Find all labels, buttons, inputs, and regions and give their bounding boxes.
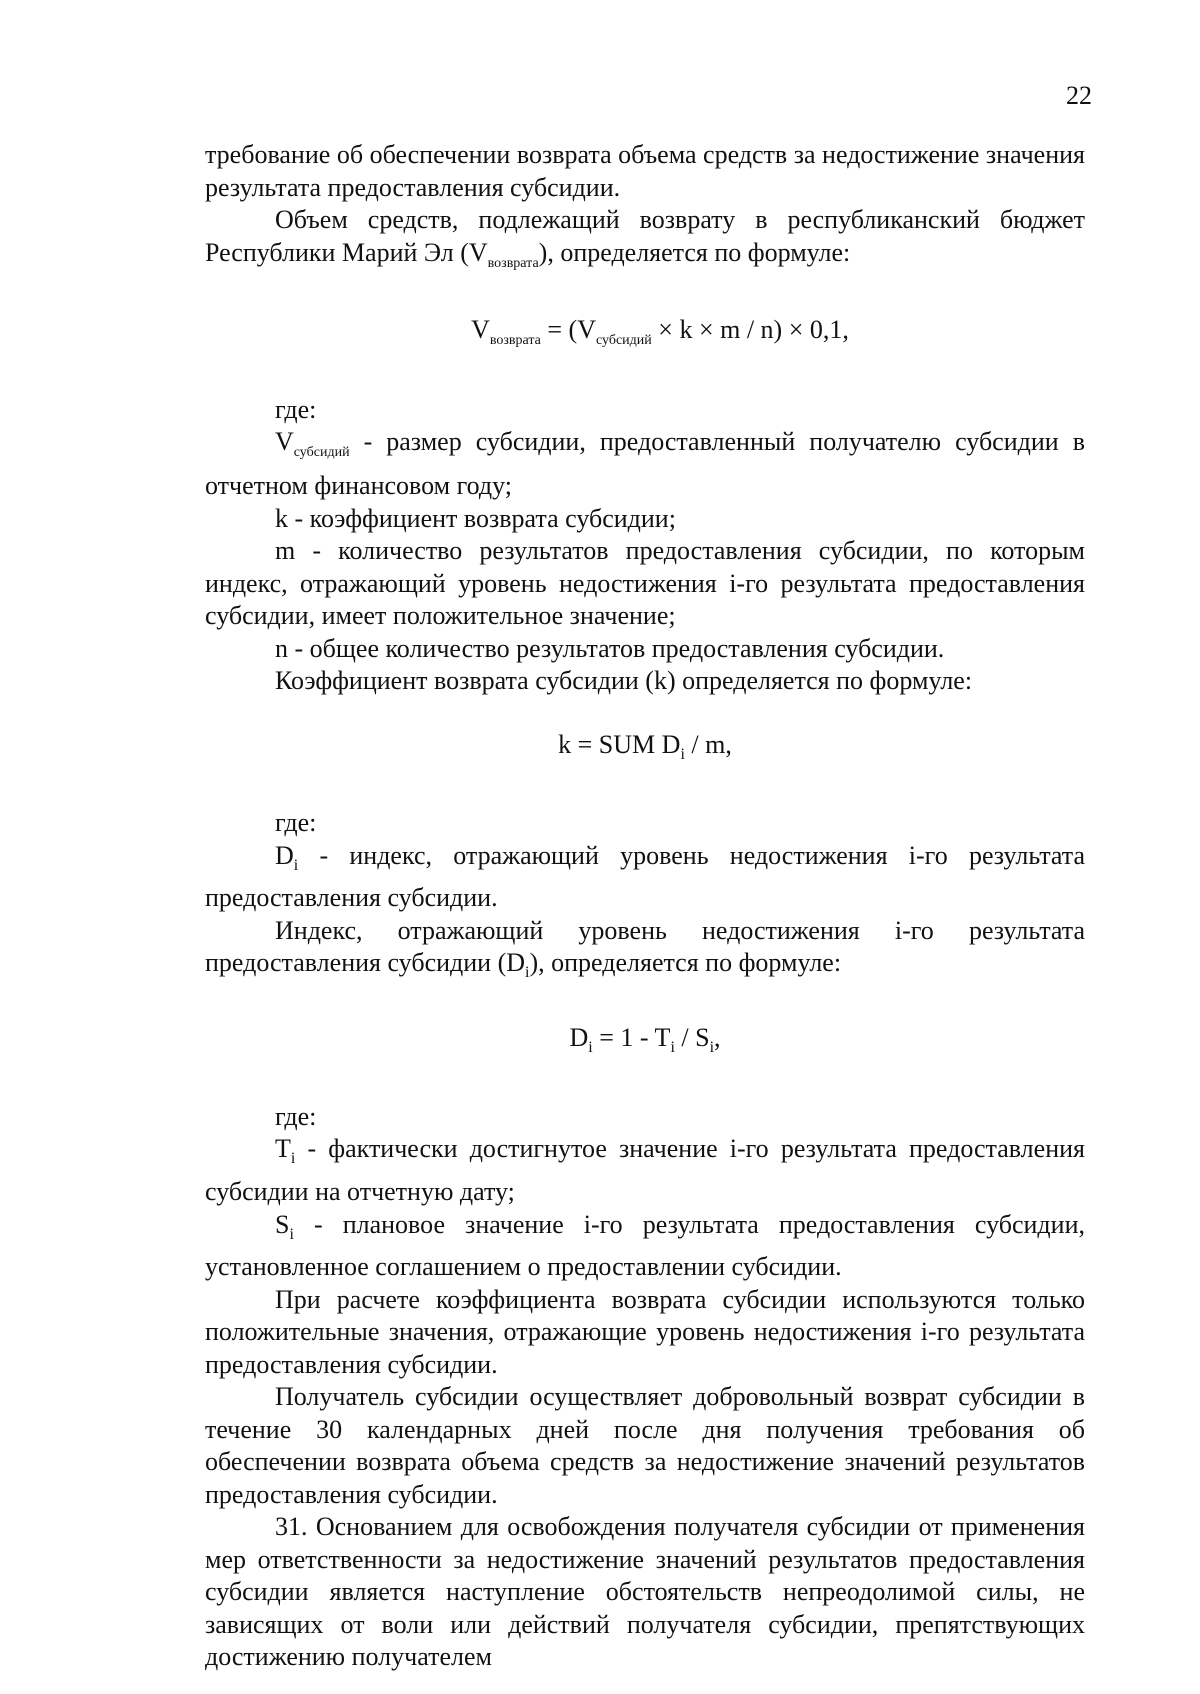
formula-d: $D_i = 1 - T_i / S_i$, bbox=[569, 1023, 721, 1057]
paragraph-calculation-note: При расчете коэффициента возврата субсидии используются только положительные значения, отражающие уровень недостижения i-го результата предоставления субсидии. bbox=[205, 1284, 1085, 1379]
definition-d: $D_i$ - индекс, отражающий уровень недостижения i-го результата предоставления субсидии. bbox=[205, 840, 1085, 913]
paragraph-volume-formula-intro: Объем средств, подлежащий возврату в республиканский бюджет Республики Марий Эл $(V_{возврата})$, определяется по формуле: bbox=[205, 205, 1085, 271]
paragraph-return-requirement: требование об обеспечении возврата объема средств за недостижение значения результата предоставления субсидии. bbox=[205, 140, 1085, 202]
document-body bbox=[205, 139, 1085, 1674]
formula-volume-return: $V_{возврата} = (V_{субсидий} \times k \times m / n) \times 0,1$, bbox=[471, 315, 849, 349]
paragraph-voluntary-return: Получатель субсидии осуществляет добровольный возврат субсидии в течение 30 календарных дней после дня получения требования об обеспечении возврата объема средств за недостижение значений результатов предоставления субсидии. bbox=[205, 1382, 1085, 1509]
definition-k: k - коэффициент возврата субсидии; bbox=[275, 503, 676, 533]
subscript-vozvrata: возврата bbox=[487, 255, 539, 271]
page-number: 22 bbox=[1066, 81, 1092, 110]
definition-t: $T_i$ - фактически достигнутое значение i-го результата предоставления субсидии на отчетную дату; bbox=[205, 1134, 1085, 1206]
definition-s: $S_i$ - плановое значение i-го результата предоставления субсидии, установленное соглашением о предоставлении субсидии. bbox=[205, 1209, 1085, 1282]
definition-n: n - общее количество результатов предоставления субсидии. bbox=[275, 633, 945, 663]
paragraph-k-intro: Коэффициент возврата субсидии (k) определяется по формуле: bbox=[275, 666, 973, 696]
where-label-1: где: bbox=[275, 394, 317, 424]
paragraph-item-31: 31. Основанием для освобождения получателя субсидии от применения мер ответственности за недостижение значений результатов предоставления субсидии является наступление обстоятельств непреодолимой силы, не зависящих от воли или действий получателя субсидии, препятствующих достижению получателем bbox=[205, 1512, 1085, 1672]
formula-k: k = SUM $D_i$ / m, bbox=[558, 729, 732, 763]
definition-v-subsidiy: $V_{субсидий}$ - размер субсидии, предоставленный получателю субсидии в отчетном финансовом году; bbox=[205, 427, 1085, 501]
where-label-2: где: bbox=[275, 808, 317, 838]
where-label-3: где: bbox=[275, 1101, 317, 1131]
paragraph-d-intro: Индекс, отражающий уровень недостижения i-го результата предоставления субсидии $(D_i)$, определяется по формуле: bbox=[205, 915, 1085, 982]
definition-m: m - количество результатов предоставления субсидии, по которым индекс, отражающий уровень недостижения i-го результата предоставления субсидии, имеет положительное значение; bbox=[205, 536, 1085, 631]
